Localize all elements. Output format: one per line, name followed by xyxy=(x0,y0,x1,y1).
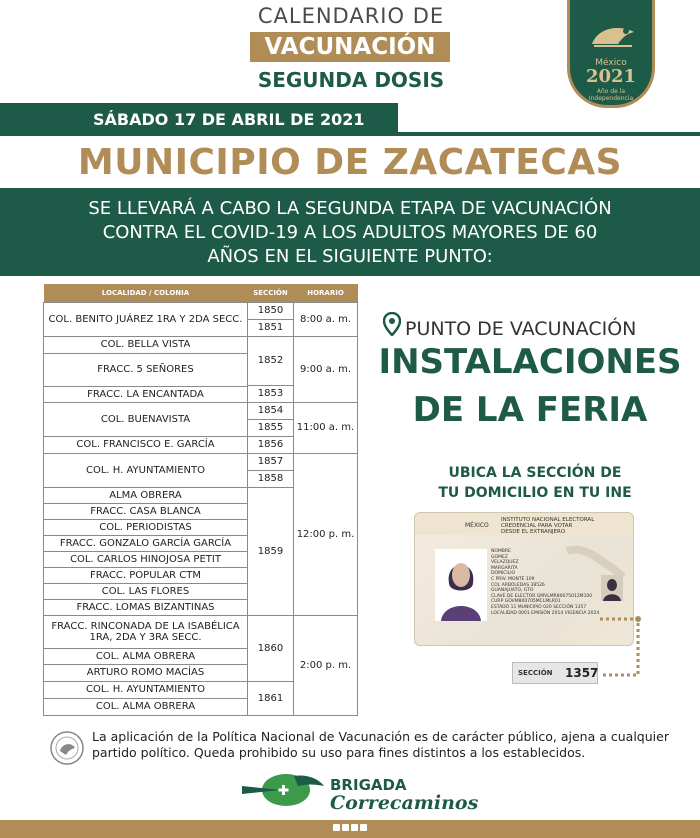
locality-cell: COL. BUENAVISTA xyxy=(44,402,248,436)
youtube-icon[interactable] xyxy=(360,824,367,831)
small-portrait-icon xyxy=(601,575,623,601)
table-row xyxy=(44,453,358,470)
schedule-cell: 8:00 a. m. xyxy=(294,302,358,336)
locality-cell: FRACC. POPULAR CTM xyxy=(44,567,248,583)
section-cell: 1853 xyxy=(248,385,294,402)
locality-cell: ALMA OBRERA xyxy=(44,487,248,503)
ine-data-line: GOMEZ xyxy=(491,554,508,560)
dotted-pointer-icon xyxy=(598,615,646,681)
ine-hint xyxy=(410,463,660,503)
locality-line: 1RA, 2DA Y 3RA SECC. xyxy=(89,631,202,643)
locality-cell: COL. H. AYUNTAMIENTO xyxy=(44,681,248,698)
ine-data-line: CLAVE DE ELECTOR GMVLMR80075012M100 xyxy=(491,593,593,599)
intro-line-2: CONTRA EL COVID-19 A LOS ADULTOS MAYORES DE 60 xyxy=(102,222,598,243)
municipio-title: MUNICIPIO DE ZACATECAS xyxy=(77,142,623,183)
ine-data-line: DOMICILIO xyxy=(491,571,516,577)
legal-line-1: La aplicación de la Política Nacional de Vacunación es de carácter público, ajena a cualquier xyxy=(92,729,669,744)
table-row xyxy=(44,336,358,353)
location-pin-icon xyxy=(383,312,401,336)
section-cell: 1854 xyxy=(248,402,294,419)
locality-cell: FRACC. LOMAS BIZANTINAS xyxy=(44,599,248,615)
locality-line: FRACC. RINCONADA DE LA ISABÉLICA xyxy=(51,620,240,632)
schedule-table xyxy=(43,284,358,716)
ine-data-line: VELAZQUEZ xyxy=(491,560,519,566)
brigada-title: BRIGADA xyxy=(330,776,407,794)
locality-cell: FRACC. LA ENCANTADA xyxy=(44,386,248,402)
col-header-locality: LOCALIDAD / COLONIA xyxy=(44,284,248,302)
locality-cell: COL. LAS FLORES xyxy=(44,583,248,599)
ine-data-line: GUANAJUATO, GTO xyxy=(491,588,534,594)
ine-institute xyxy=(501,517,594,535)
roadrunner-logo-icon xyxy=(240,768,326,812)
ine-country: MÉXICO xyxy=(465,522,489,529)
logo-subtitle-2: Independencia xyxy=(588,95,634,102)
locality-cell xyxy=(44,615,248,648)
second-dose-title: SEGUNDA DOSIS xyxy=(257,68,445,92)
schedule-cell: 9:00 a. m. xyxy=(294,336,358,402)
locality-cell: FRACC. GONZALO GARCÍA GARCÍA xyxy=(44,535,248,551)
ine-inst-line: INSTITUTO NACIONAL ELECTORAL xyxy=(501,517,595,523)
ine-data-line: COL ARBOLEDAS 38526 xyxy=(491,582,545,588)
schedule-cell: 12:00 p. m. xyxy=(294,453,358,615)
eagle-icon xyxy=(588,22,638,50)
table-header-row xyxy=(44,284,358,302)
col-header-section: SECCIÓN xyxy=(248,284,294,302)
ine-data-line: ESTADO 11 MUNICIPIO 020 SECCIÓN 1357 xyxy=(491,604,587,610)
section-highlight xyxy=(512,662,598,684)
calendar-title: CALENDARIO DE xyxy=(257,4,445,28)
ine-data-line: NOMBRE xyxy=(491,549,511,554)
section-cell: 1850 xyxy=(248,302,294,319)
locality-cell: COL. PERIODISTAS xyxy=(44,519,248,535)
twitter-icon[interactable] xyxy=(342,824,349,831)
instagram-icon[interactable] xyxy=(351,824,358,831)
date-banner xyxy=(0,103,398,136)
schedule-cell: 2:00 p. m. xyxy=(294,615,358,715)
event-date: SÁBADO 17 DE ABRIL DE 2021 xyxy=(93,110,365,129)
section-cell: 1855 xyxy=(248,419,294,436)
section-cell: 1861 xyxy=(248,681,294,715)
section-cell: 1856 xyxy=(248,436,294,453)
section-cell: 1857 xyxy=(248,453,294,470)
locality-cell: COL. ALMA OBRERA xyxy=(44,698,248,715)
ine-inst-line: DESDE EL EXTRANJERO xyxy=(501,529,566,535)
intro-line-3: AÑOS EN EL SIGUIENTE PUNTO: xyxy=(207,246,493,267)
locality-cell: COL. H. AYUNTAMIENTO xyxy=(44,453,248,487)
venue-name-line-1: INSTALACIONES xyxy=(378,342,682,382)
locality-cell: COL. BENITO JUÁREZ 1RA Y 2DA SECC. xyxy=(44,302,248,336)
section-cell: 1859 xyxy=(248,487,294,615)
section-cell: 1858 xyxy=(248,470,294,487)
ine-data-line: LOCALIDAD 0001 EMISIÓN 2014 VIGENCIA 2024 xyxy=(491,610,600,616)
social-icons xyxy=(333,824,367,834)
locality-cell: COL. ALMA OBRERA xyxy=(44,648,248,664)
locality-cell: FRACC. 5 SEÑORES xyxy=(44,353,248,386)
table-row xyxy=(44,615,358,648)
correcaminos-title: Correcaminos xyxy=(330,792,479,814)
logo-year: 2021 xyxy=(585,66,637,87)
locality-cell: COL. BELLA VISTA xyxy=(44,336,248,353)
logo-subtitle xyxy=(570,88,652,102)
table-row xyxy=(44,402,358,419)
schedule-cell: 11:00 a. m. xyxy=(294,402,358,453)
section-cell: 1851 xyxy=(248,319,294,336)
facebook-icon[interactable] xyxy=(333,824,340,831)
vaccination-point-label: PUNTO DE VACUNACIÓN xyxy=(405,318,637,340)
portrait-photo-icon xyxy=(435,549,487,621)
mexico-2021-logo xyxy=(567,0,655,108)
ine-data-line: C PRIV. MONTE 109 xyxy=(491,576,535,582)
ine-data-line: CURP GOVM800705MCLMLR01 xyxy=(491,599,561,605)
section-highlight-label: SECCIÓN xyxy=(518,669,553,677)
intro-line-1: SE LLEVARÁ A CABO LA SEGUNDA ETAPA DE VACUNACIÓN xyxy=(88,198,612,219)
ine-inst-line: CREDENCIAL PARA VOTAR xyxy=(501,523,573,529)
section-cell: 1852 xyxy=(248,336,294,385)
intro-banner xyxy=(0,188,700,276)
locality-cell: FRACC. CASA BLANCA xyxy=(44,503,248,519)
divider xyxy=(398,132,700,136)
venue-name-line-2: DE LA FERIA xyxy=(412,390,648,430)
logo-subtitle-1: Año de la xyxy=(596,88,626,95)
ine-hint-line-1: UBICA LA SECCIÓN DE xyxy=(448,465,622,481)
table-row xyxy=(44,302,358,319)
locality-cell: COL. FRANCISCO E. GARCÍA xyxy=(44,436,248,453)
section-cell: 1860 xyxy=(248,615,294,681)
legal-disclaimer xyxy=(92,729,682,761)
vaccination-title: VACUNACIÓN xyxy=(250,32,450,62)
locality-cell: COL. CARLOS HINOJOSA PETIT xyxy=(44,551,248,567)
col-header-schedule: HORARIO xyxy=(294,284,358,302)
ine-hint-line-2: TU DOMICILIO EN TU INE xyxy=(438,485,632,501)
ine-data xyxy=(491,549,599,616)
section-highlight-value: 1357 xyxy=(565,666,599,680)
mexico-seal-icon xyxy=(50,731,84,765)
legal-line-2: partido político. Queda prohibido su uso para fines distintos a los establecidos. xyxy=(92,745,586,760)
ine-data-line: MARGARITA xyxy=(491,565,518,571)
locality-cell: ARTURO ROMO MACÍAS xyxy=(44,664,248,681)
logo-country: México xyxy=(595,58,627,68)
